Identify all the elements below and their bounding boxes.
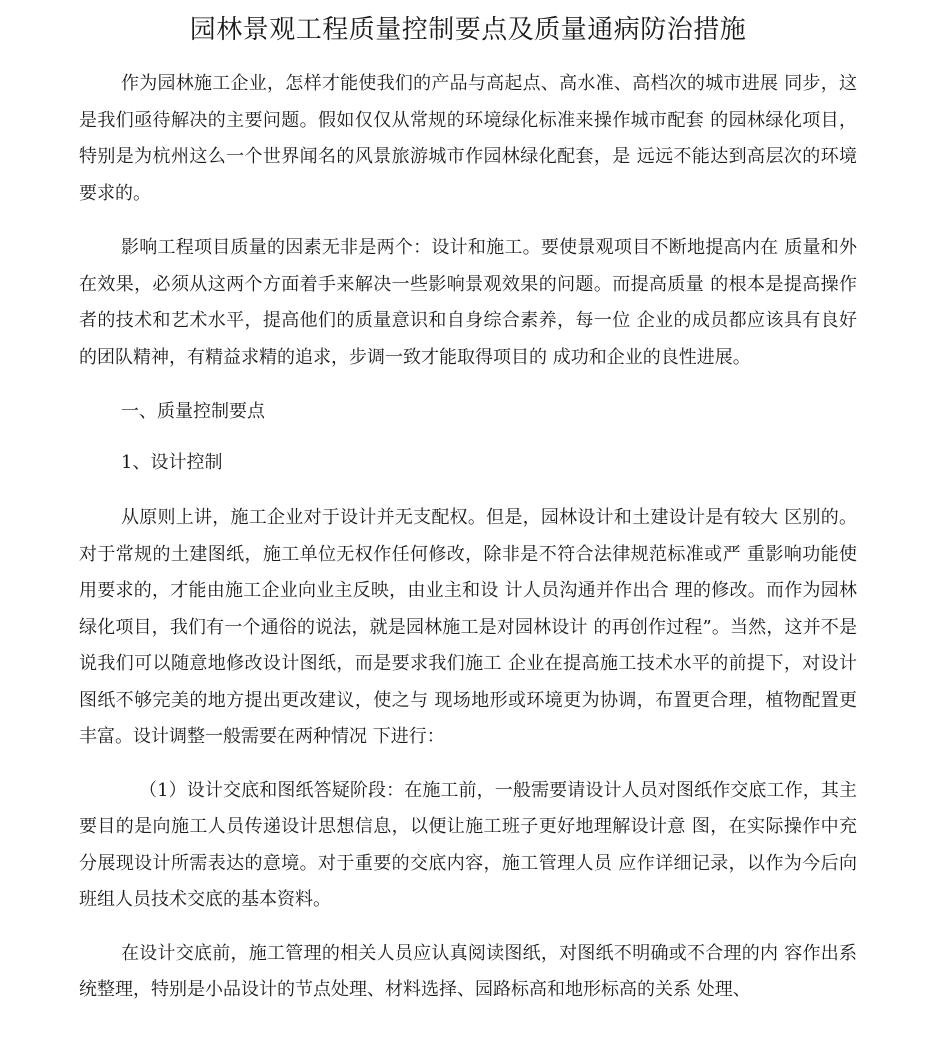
section-heading: 一、质量控制要点 [121,401,265,422]
body-paragraph-pre-briefing: 在设计交底前，施工管理的相关人员应认真阅读图纸，对图纸不明确或不合理的内 容作出系统整理，特别是小品设计的节点处理、材料选择、园路标高和地形标高的关系 处理、 [79,942,857,1000]
body-paragraph-design-briefing: （1）设计交底和图纸答疑阶段：在施工前，一般需要请设计人员对图纸作交底工作，其主要目的是向施工人员传递设计思想信息，以便让施工班子更好地理解设计意 图，在实际操作中充分展现设计所需表达的意境。对于重要的交底内容，施工管理人员 应作详细记录，以作为今后向班组人员技术交底的基本资料。 [79,779,857,910]
intro-paragraph-2: 影响工程项目质量的因素无非是两个：设计和施工。要使景观项目不断地提高内在 质量和外在效果，必须从这两个方面着手来解决一些影响景观效果的问题。而提高质量 的根本是提高操作者的技术和艺术水平，提高他们的质量意识和自身综合素养，每一位 企业的成员都应该具有良好的团队精神，有精益求精的追求，步调一致才能取得项目的 成功和企业的良性进展。 [79,237,857,368]
document-page [79,0,857,1009]
intro-paragraph-1: 作为园林施工企业，怎样才能使我们的产品与高起点、高水准、高档次的城市进展 同步，这是我们亟待解决的主要问题。假如仅仅从常规的环境绿化标准来操作城市配套 的园林绿化项目，特别是为杭州这么一个世界闻名的风景旅游城市作园林绿化配套，是 远远不能达到高层次的环境要求的。 [79,73,857,204]
body-paragraph-design-control: 从原则上讲，施工企业对于设计并无支配权。但是，园林设计和土建设计是有较大 区别的。对于常规的土建图纸，施工单位无权作任何修改，除非是不符合法律规范标准或严 重影响功能使用要求的，才能由施工企业向业主反映，由业主和设 计人员沟通并作出合 理的修改。而作为园林绿化项目，我们有一个通俗的说法，就是园林施工是对园林设计 的再创作过程”。当然，这并不是说我们可以随意地修改设计图纸，而是要求我们施工 企业在提高施工技术水平的前提下，对设计图纸不够完美的地方提出更改建议，使之与 现场地形或环境更为协调，布置更合理，植物配置更丰富。设计调整一般需要在两种情况 下进行： [79,507,857,747]
subsection-heading: 1、设计控制 [121,451,223,473]
document-title: 园林景观工程质量控制要点及质量通病防治措施 [189,15,747,45]
